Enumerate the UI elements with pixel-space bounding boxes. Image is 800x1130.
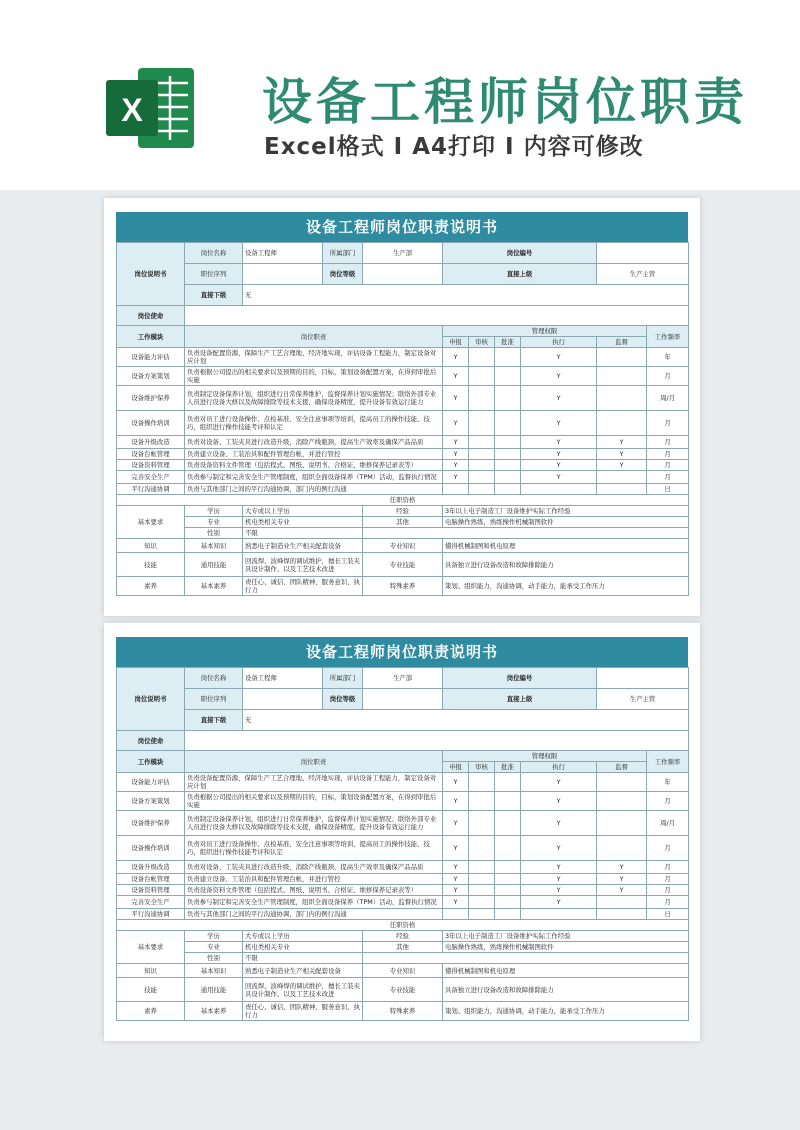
other-label: 其他 [363,942,443,953]
post-name-label: 岗位名称 [185,243,243,264]
duty-module[interactable]: 设备操作培训 [117,411,185,436]
duty-frequency[interactable]: 月 [647,471,689,484]
authority-mark[interactable] [495,348,521,367]
exp-label: 经验 [363,506,443,517]
authority-mark[interactable] [597,484,647,495]
document-sheet-2 [104,623,700,1041]
authority-mark[interactable]: Y [443,436,469,449]
authority-mark[interactable] [495,773,521,792]
duty-module[interactable]: 设备资料管理 [117,885,185,896]
major-label: 专业 [185,942,243,953]
authority-mark[interactable] [469,367,495,386]
basic-quality-value[interactable]: 责任心、诚信、团队精神、服务意识、执行力 [243,1002,363,1021]
duty-description[interactable]: 负责根据公司提出的相关要求以及预期的目的，目标，策划设备配置方案，在得到审批后实施 [185,792,443,811]
freq-header: 工作频率 [647,326,689,348]
knowledge-label: 知识 [117,539,185,553]
edu-label: 学历 [185,931,243,942]
skill-label: 技能 [117,553,185,577]
basic-knowledge-label: 基本知识 [185,964,243,978]
duty-description[interactable]: 负责设备配置资源，保障生产工艺合理地、经济地实现，评估设备工程能力，制定设备对应计划 [185,773,443,792]
exp-label: 经验 [363,931,443,942]
authority-mark[interactable]: Y [597,436,647,449]
post-no-value[interactable] [597,668,689,689]
duty-module[interactable]: 设备能力评估 [117,348,185,367]
module-header: 工作模块 [117,326,185,348]
authority-mark[interactable] [469,836,495,861]
authority-mark[interactable] [495,449,521,460]
basic-quality-label: 基本素养 [185,1002,243,1021]
authority-mark[interactable] [597,896,647,909]
auth-col-header: 批准 [495,762,521,773]
authority-mark[interactable] [495,471,521,484]
basic-knowledge-value[interactable]: 熟悉电子制造业生产相关配套设备 [243,539,363,553]
duty-row [117,909,689,920]
authority-mark[interactable]: Y [443,792,469,811]
authority-mark[interactable]: Y [521,411,597,436]
edu-label: 学历 [185,506,243,517]
duty-frequency[interactable]: 月 [647,874,689,885]
authority-mark[interactable] [469,792,495,811]
authority-mark[interactable] [495,836,521,861]
mission-label: 岗位使命 [117,731,185,751]
authority-mark[interactable]: Y [597,449,647,460]
duty-description[interactable]: 负责制定设备保养计划，组织进行日常保养维护，监督保养计划实施情况；联络外部专业人员进行设备大修以及故障排除等技术支援，确保设备精度，提升设备有效运行能力 [185,811,443,836]
dept-label: 所属部门 [323,668,363,689]
authority-mark[interactable]: Y [521,792,597,811]
basic-req-label: 基本要求 [117,931,185,964]
post-no-value[interactable] [597,243,689,264]
auth-col-header: 审核 [469,337,495,348]
authority-mark[interactable]: Y [597,861,647,874]
authority-mark[interactable] [469,885,495,896]
pro-skill-label: 专业技能 [363,978,443,1002]
qualification-header: 任职资格 [117,495,689,506]
post-name-value[interactable]: 设备工程师 [243,668,323,689]
page-title: 设备工程师岗位职责 [262,73,748,131]
authority-mark[interactable] [495,811,521,836]
job-description-table [116,242,689,596]
duty-description[interactable]: 负责对设备、工装夹具进行改造升级，消除产线瓶颈，提高生产效率及确保产品品质 [185,436,443,449]
post-name-label: 岗位名称 [185,668,243,689]
authority-mark[interactable] [469,909,495,920]
page-subtitle: Excel格式 I A4打印 I 内容可修改 [264,134,644,160]
duty-module[interactable]: 设备方案策划 [117,792,185,811]
authority-mark[interactable]: Y [443,367,469,386]
subordinate-value[interactable]: 无 [243,710,689,731]
pro-skill-value[interactable]: 具备独立进行设备改造和故障排除能力 [443,978,689,1002]
pro-skill-label: 专业技能 [363,553,443,577]
banner [0,0,800,190]
duty-description[interactable]: 负责设备资料文件管理（包括程式、图纸、说明书、合格证、维修保养记录表等） [185,885,443,896]
duty-row [117,449,689,460]
duty-row [117,896,689,909]
exp-value[interactable]: 3年以上电子制造工厂设备维护实际工作经验 [443,506,689,517]
module-header: 工作模块 [117,751,185,773]
pro-knowledge-label: 专业知识 [363,539,443,553]
pro-skill-value[interactable]: 具备独立进行设备改造和故障排除能力 [443,553,689,577]
job-description-table [116,667,689,1021]
basic-req-label: 基本要求 [117,506,185,539]
duty-module[interactable]: 设备资料管理 [117,460,185,471]
authority-mark[interactable]: Y [597,874,647,885]
authority-mark[interactable] [469,484,495,495]
duty-description[interactable]: 负责与其他部门之间的平行沟通协调，部门内的例行沟通 [185,909,443,920]
authority-mark[interactable]: Y [521,460,597,471]
duty-frequency[interactable]: 年 [647,348,689,367]
auth-col-header: 批准 [495,337,521,348]
authority-mark[interactable] [469,773,495,792]
authority-mark[interactable] [495,885,521,896]
authority-mark[interactable]: Y [521,885,597,896]
duty-frequency[interactable]: 周/月 [647,386,689,411]
authority-mark[interactable]: Y [521,367,597,386]
duty-description[interactable]: 负责与其他部门之间的平行沟通协调，部门内的例行沟通 [185,484,443,495]
authority-header: 管理权限 [443,751,647,762]
basic-quality-label: 基本素养 [185,577,243,596]
dept-value[interactable]: 生产部 [363,668,443,689]
doc-title: 设备工程师岗位职责说明书 [116,637,688,667]
authority-mark[interactable] [597,909,647,920]
duty-frequency[interactable]: 月 [647,460,689,471]
duty-row [117,436,689,449]
duty-description[interactable]: 负责建立设备、工装治具和配件管理台帐，并进行管控 [185,874,443,885]
duty-row [117,411,689,436]
gender-label: 性别 [185,528,243,539]
authority-mark[interactable]: Y [521,348,597,367]
authority-mark[interactable] [597,471,647,484]
duty-module[interactable]: 设备台帐管理 [117,874,185,885]
authority-mark[interactable] [469,411,495,436]
authority-mark[interactable] [443,909,469,920]
authority-mark[interactable] [521,909,597,920]
authority-mark[interactable]: Y [521,436,597,449]
authority-mark[interactable] [469,386,495,411]
post-name-value[interactable]: 设备工程师 [243,243,323,264]
duty-row [117,773,689,792]
basic-quality-value[interactable]: 责任心、诚信、团队精神、服务意识、执行力 [243,577,363,596]
authority-mark[interactable] [597,836,647,861]
dept-value[interactable]: 生产部 [363,243,443,264]
duty-frequency[interactable]: 周/月 [647,811,689,836]
authority-mark[interactable] [495,386,521,411]
other-value[interactable]: 电脑操作熟练，熟练操作机械制图软件 [443,517,689,528]
knowledge-label: 知识 [117,964,185,978]
freq-header: 工作频率 [647,751,689,773]
major-value[interactable]: 机电类相关专业 [243,942,363,953]
authority-mark[interactable] [469,436,495,449]
special-quality-value[interactable]: 策划、组织能力，沟通协调，动手能力，能承受工作压力 [443,1002,689,1021]
duty-description[interactable]: 负责对员工进行设备操作、点检基准、安全注意事项等培训，提高员工的操作技能、技巧，组织进行操作技能考评和认定 [185,411,443,436]
seq-value[interactable] [243,689,323,710]
authority-mark[interactable] [597,367,647,386]
authority-mark[interactable] [521,484,597,495]
duty-frequency[interactable]: 月 [647,367,689,386]
authority-mark[interactable]: Y [443,885,469,896]
authority-mark[interactable]: Y [443,471,469,484]
duty-description[interactable]: 负责设备资料文件管理（包括程式、图纸、说明书、合格证、维修保养记录表等） [185,460,443,471]
svg-text:X: X [121,92,143,128]
mission-label: 岗位使命 [117,306,185,326]
duty-header: 岗位职责 [185,326,443,348]
authority-mark[interactable] [443,484,469,495]
authority-mark[interactable] [495,861,521,874]
authority-mark[interactable] [469,861,495,874]
authority-mark[interactable] [597,773,647,792]
duty-row [117,792,689,811]
authority-mark[interactable] [469,348,495,367]
superior-value[interactable]: 生产主管 [597,689,689,710]
authority-mark[interactable]: Y [443,773,469,792]
duty-row [117,471,689,484]
authority-mark[interactable]: Y [597,885,647,896]
authority-mark[interactable] [469,460,495,471]
authority-mark[interactable]: Y [443,386,469,411]
auth-col-header: 执行 [521,337,597,348]
authority-mark[interactable]: Y [443,411,469,436]
duty-module[interactable]: 平行沟通协调 [117,484,185,495]
level-value[interactable] [363,689,443,710]
seq-label: 职位序列 [185,264,243,285]
general-skill-value[interactable]: 回流焊、波峰焊的调试维护，擅长工装夹具设计制作，以及工艺技术改进 [243,553,363,577]
authority-mark[interactable] [495,484,521,495]
duty-module[interactable]: 设备升级改造 [117,861,185,874]
level-label: 岗位等级 [323,264,363,285]
duty-description[interactable]: 负责设备配置资源，保障生产工艺合理地、经济地实现，评估设备工程能力，制定设备对应计划 [185,348,443,367]
authority-mark[interactable] [597,411,647,436]
duty-frequency[interactable]: 月 [647,861,689,874]
duty-description[interactable]: 负责制定设备保养计划，组织进行日常保养维护，监督保养计划实施情况；联络外部专业人员进行设备大修以及故障排除等技术支援，确保设备精度，提升设备有效运行能力 [185,386,443,411]
duty-header: 岗位职责 [185,751,443,773]
duty-module[interactable]: 平行沟通协调 [117,909,185,920]
dept-label: 所属部门 [323,243,363,264]
pro-knowledge-label: 专业知识 [363,964,443,978]
duty-frequency[interactable]: 年 [647,773,689,792]
major-value[interactable]: 机电类相关专业 [243,517,363,528]
pro-knowledge-value[interactable]: 懂得机械制图和机电原理 [443,539,689,553]
section-label: 岗位说明书 [117,243,185,306]
duty-frequency[interactable]: 月 [647,792,689,811]
duty-row [117,484,689,495]
duty-row [117,874,689,885]
authority-mark[interactable] [597,386,647,411]
excel-icon [100,58,200,158]
authority-mark[interactable] [495,436,521,449]
auth-col-header: 申报 [443,762,469,773]
basic-knowledge-label: 基本知识 [185,539,243,553]
exp-value[interactable]: 3年以上电子制造工厂设备维护实际工作经验 [443,931,689,942]
duty-frequency[interactable]: 日 [647,909,689,920]
duty-description[interactable]: 负责建立设备、工装治具和配件管理台帐，并进行管控 [185,449,443,460]
authority-mark[interactable] [495,792,521,811]
special-quality-label: 特殊素养 [363,577,443,596]
duty-row [117,460,689,471]
authority-mark[interactable] [469,896,495,909]
subordinate-label: 直接下级 [185,710,243,731]
duty-row [117,836,689,861]
skill-label: 技能 [117,978,185,1002]
authority-mark[interactable]: Y [443,460,469,471]
duty-frequency[interactable]: 月 [647,836,689,861]
duty-module[interactable]: 设备方案策划 [117,367,185,386]
authority-mark[interactable]: Y [443,861,469,874]
qualification-header: 任职资格 [117,920,689,931]
duty-row [117,861,689,874]
other-value[interactable]: 电脑操作熟练，熟练操作机械制图软件 [443,942,689,953]
authority-mark[interactable] [495,367,521,386]
authority-mark[interactable] [469,471,495,484]
authority-mark[interactable] [597,348,647,367]
auth-col-header: 监督 [597,337,647,348]
duty-frequency[interactable]: 月 [647,436,689,449]
edu-value[interactable]: 大专或以上学历 [243,506,363,517]
duty-row [117,811,689,836]
auth-col-header: 执行 [521,762,597,773]
duty-row [117,348,689,367]
authority-mark[interactable]: Y [521,836,597,861]
pro-knowledge-value[interactable]: 懂得机械制图和机电原理 [443,964,689,978]
authority-mark[interactable]: Y [521,773,597,792]
superior-label: 直接上级 [443,689,597,710]
general-skill-label: 通用技能 [185,978,243,1002]
general-skill-label: 通用技能 [185,553,243,577]
authority-mark[interactable] [495,411,521,436]
authority-mark[interactable] [495,874,521,885]
duty-module[interactable]: 设备升级改造 [117,436,185,449]
authority-mark[interactable]: Y [521,874,597,885]
duty-module[interactable]: 完善安全生产 [117,471,185,484]
gender-label: 性别 [185,953,243,964]
authority-mark[interactable] [495,896,521,909]
gender-value[interactable]: 不限 [243,528,363,539]
subordinate-label: 直接下级 [185,285,243,306]
authority-mark[interactable] [469,811,495,836]
quality-label: 素养 [117,1002,185,1021]
authority-mark[interactable] [495,909,521,920]
special-quality-label: 特殊素养 [363,1002,443,1021]
auth-col-header: 申报 [443,337,469,348]
duty-description[interactable]: 负责对员工进行设备操作、点检基准、安全注意事项等培训，提高员工的操作技能、技巧，组织进行操作技能考评和认定 [185,836,443,861]
duty-row [117,386,689,411]
mission-value[interactable] [185,306,689,326]
authority-mark[interactable] [597,811,647,836]
authority-mark[interactable]: Y [443,836,469,861]
post-no-label: 岗位编号 [443,668,597,689]
special-quality-value[interactable]: 策划、组织能力，沟通协调，动手能力，能承受工作压力 [443,577,689,596]
authority-mark[interactable]: Y [521,861,597,874]
authority-mark[interactable]: Y [597,460,647,471]
duty-row [117,885,689,896]
section-label: 岗位说明书 [117,668,185,731]
auth-col-header: 监督 [597,762,647,773]
doc-title: 设备工程师岗位职责说明书 [116,212,688,242]
authority-mark[interactable] [495,460,521,471]
authority-mark[interactable]: Y [443,896,469,909]
seq-label: 职位序列 [185,689,243,710]
post-no-label: 岗位编号 [443,243,597,264]
authority-header: 管理权限 [443,326,647,337]
quality-label: 素养 [117,577,185,596]
duty-module[interactable]: 设备能力评估 [117,773,185,792]
duty-frequency[interactable]: 月 [647,885,689,896]
duty-frequency[interactable]: 日 [647,484,689,495]
major-label: 专业 [185,517,243,528]
duty-frequency[interactable]: 月 [647,896,689,909]
duty-module[interactable]: 设备操作培训 [117,836,185,861]
authority-mark[interactable] [469,874,495,885]
authority-mark[interactable] [597,792,647,811]
level-label: 岗位等级 [323,689,363,710]
authority-mark[interactable]: Y [521,896,597,909]
duty-module[interactable]: 设备维护保养 [117,386,185,411]
duty-description[interactable]: 负责根据公司提出的相关要求以及预期的目的，目标，策划设备配置方案，在得到审批后实施 [185,367,443,386]
duty-description[interactable]: 负责参与制定和完善安全生产管理制度，组织全面设备保养（TPM）活动，监督执行情况 [185,896,443,909]
authority-mark[interactable]: Y [521,471,597,484]
duty-row [117,367,689,386]
superior-label: 直接上级 [443,264,597,285]
gender-value[interactable]: 不限 [243,953,363,964]
duty-description[interactable]: 负责对设备、工装夹具进行改造升级，消除产线瓶颈，提高生产效率及确保产品品质 [185,861,443,874]
duty-module[interactable]: 完善安全生产 [117,896,185,909]
subordinate-value[interactable]: 无 [243,285,689,306]
authority-mark[interactable]: Y [521,386,597,411]
level-value[interactable] [363,264,443,285]
authority-mark[interactable]: Y [443,348,469,367]
authority-mark[interactable]: Y [443,874,469,885]
superior-value[interactable]: 生产主管 [597,264,689,285]
document-sheet-1 [104,198,700,616]
mission-value[interactable] [185,731,689,751]
basic-knowledge-value[interactable]: 熟悉电子制造业生产相关配套设备 [243,964,363,978]
seq-value[interactable] [243,264,323,285]
duty-frequency[interactable]: 月 [647,449,689,460]
duty-module[interactable]: 设备台帐管理 [117,449,185,460]
edu-value[interactable]: 大专或以上学历 [243,931,363,942]
authority-mark[interactable] [469,449,495,460]
other-label: 其他 [363,517,443,528]
authority-mark[interactable]: Y [443,811,469,836]
authority-mark[interactable]: Y [521,811,597,836]
duty-description[interactable]: 负责参与制定和完善安全生产管理制度，组织全面设备保养（TPM）活动，监督执行情况 [185,471,443,484]
authority-mark[interactable]: Y [521,449,597,460]
authority-mark[interactable]: Y [443,449,469,460]
general-skill-value[interactable]: 回流焊、波峰焊的调试维护，擅长工装夹具设计制作，以及工艺技术改进 [243,978,363,1002]
duty-module[interactable]: 设备维护保养 [117,811,185,836]
auth-col-header: 审核 [469,762,495,773]
duty-frequency[interactable]: 月 [647,411,689,436]
